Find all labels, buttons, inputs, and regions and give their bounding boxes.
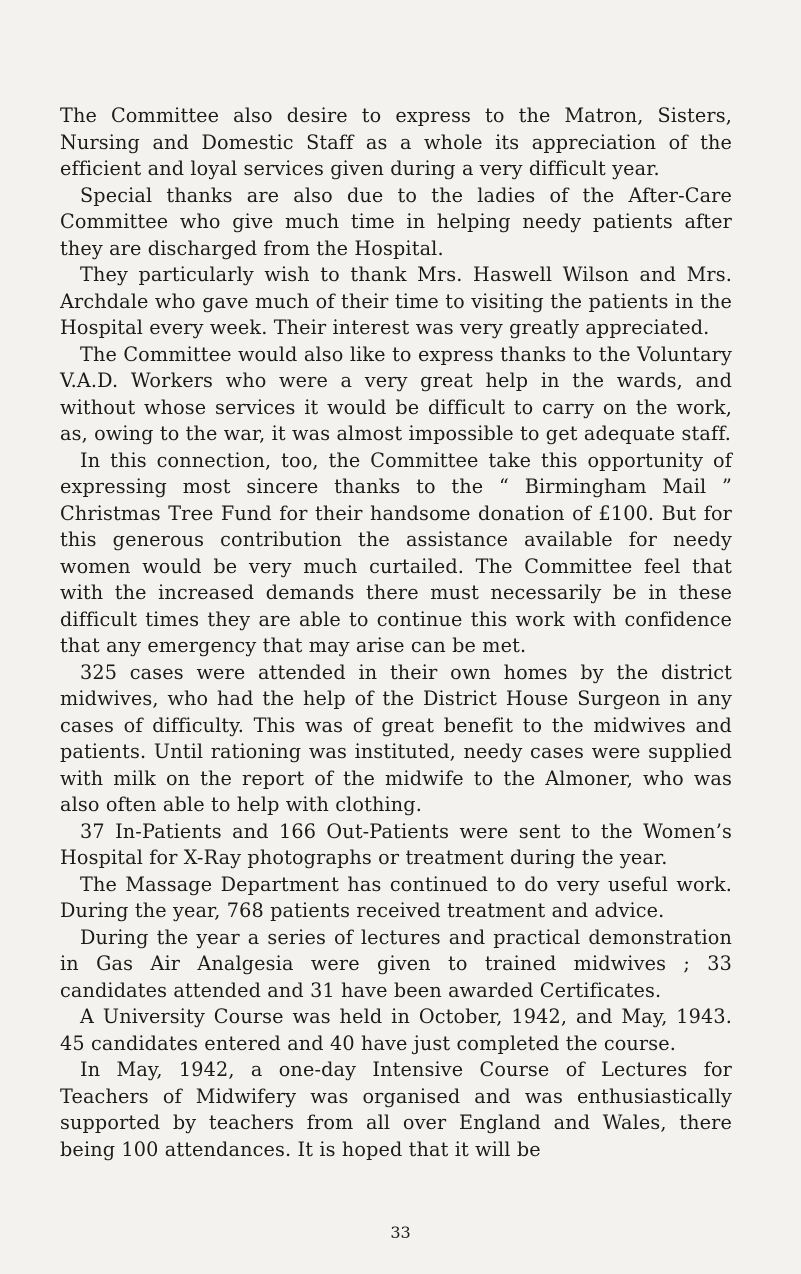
paragraph-massage: The Massage Department has continued to do very useful work. During the year, 768 patients received treatment and advice. xyxy=(60,872,732,922)
paragraph-vad-workers: The Committee would also like to express thanks to the Voluntary V.A.D. Workers who were a very great help in the wards, and without whose services it would be difficult to carry on the work, as, owing to the war, it was almost impossible to get adequate staff. xyxy=(60,342,732,445)
paragraph-staff-appreciation: The Committee also desire to express to the Matron, Sisters, Nursing and Domestic Staff as a whole its appreciation of the efficient and loyal services given during a very difficult year. xyxy=(60,104,732,180)
paragraph-christmas-fund: In this connection, too, the Committee take this opportunity of expressing most sincere thanks to the “ Birmingham Mail ” Christmas Tree Fund for their handsome donation of £100. But for this generous contribution the assistance available for needy women would be very much curtailed. The Committee feel that with the increased demands there must necessarily be in these difficult times they are able to continue this work with confidence that any emergency that may arise can be met. xyxy=(60,448,732,657)
paragraph-analgesia-lectures: During the year a series of lectures and practical demonstration in Gas Air Analgesia were given to trained midwives ; 33 candidates attended and 31 have been awarded Certificates. xyxy=(60,925,732,1002)
paragraph-intensive-course: In May, 1942, a one-day Intensive Course of Lectures for Teachers of Midwifery was organised and was enthusiastically supported by teachers from all over England and Wales, there being 100 attendances. It is hoped that it will be xyxy=(60,1058,732,1161)
paragraph-district-midwives: 325 cases were attended in their own homes by the district midwives, who had the help of the District House Surgeon in any cases of difficulty. This was of great benefit to the midwives and patients. Until rationing was instituted, needy cases were supplied with milk on the report of the midwife to the Almoner, who was also often able to help with clothing. xyxy=(60,660,732,816)
paragraph-x-ray: 37 In-Patients and 166 Out-Patients were sent to the Women’s Hospital for X-Ray photographs or treatment during the year. xyxy=(60,819,732,869)
document-body xyxy=(60,103,732,1163)
page-number: 33 xyxy=(390,1223,411,1242)
paragraph-university-course: A University Course was held in October, 1942, and May, 1943. 45 candidates entered and 40 have just completed the course. xyxy=(60,1005,732,1055)
paragraph-thanks-visitors: They particularly wish to thank Mrs. Haswell Wilson and Mrs. Archdale who gave much of their time to visiting the patients in the Hospital every week. Their interest was very greatly appreciated. xyxy=(60,263,732,339)
paragraph-after-care: Special thanks are also due to the ladies of the After-Care Committee who give much time in helping needy patients after they are discharged from the Hospital. xyxy=(60,183,732,260)
